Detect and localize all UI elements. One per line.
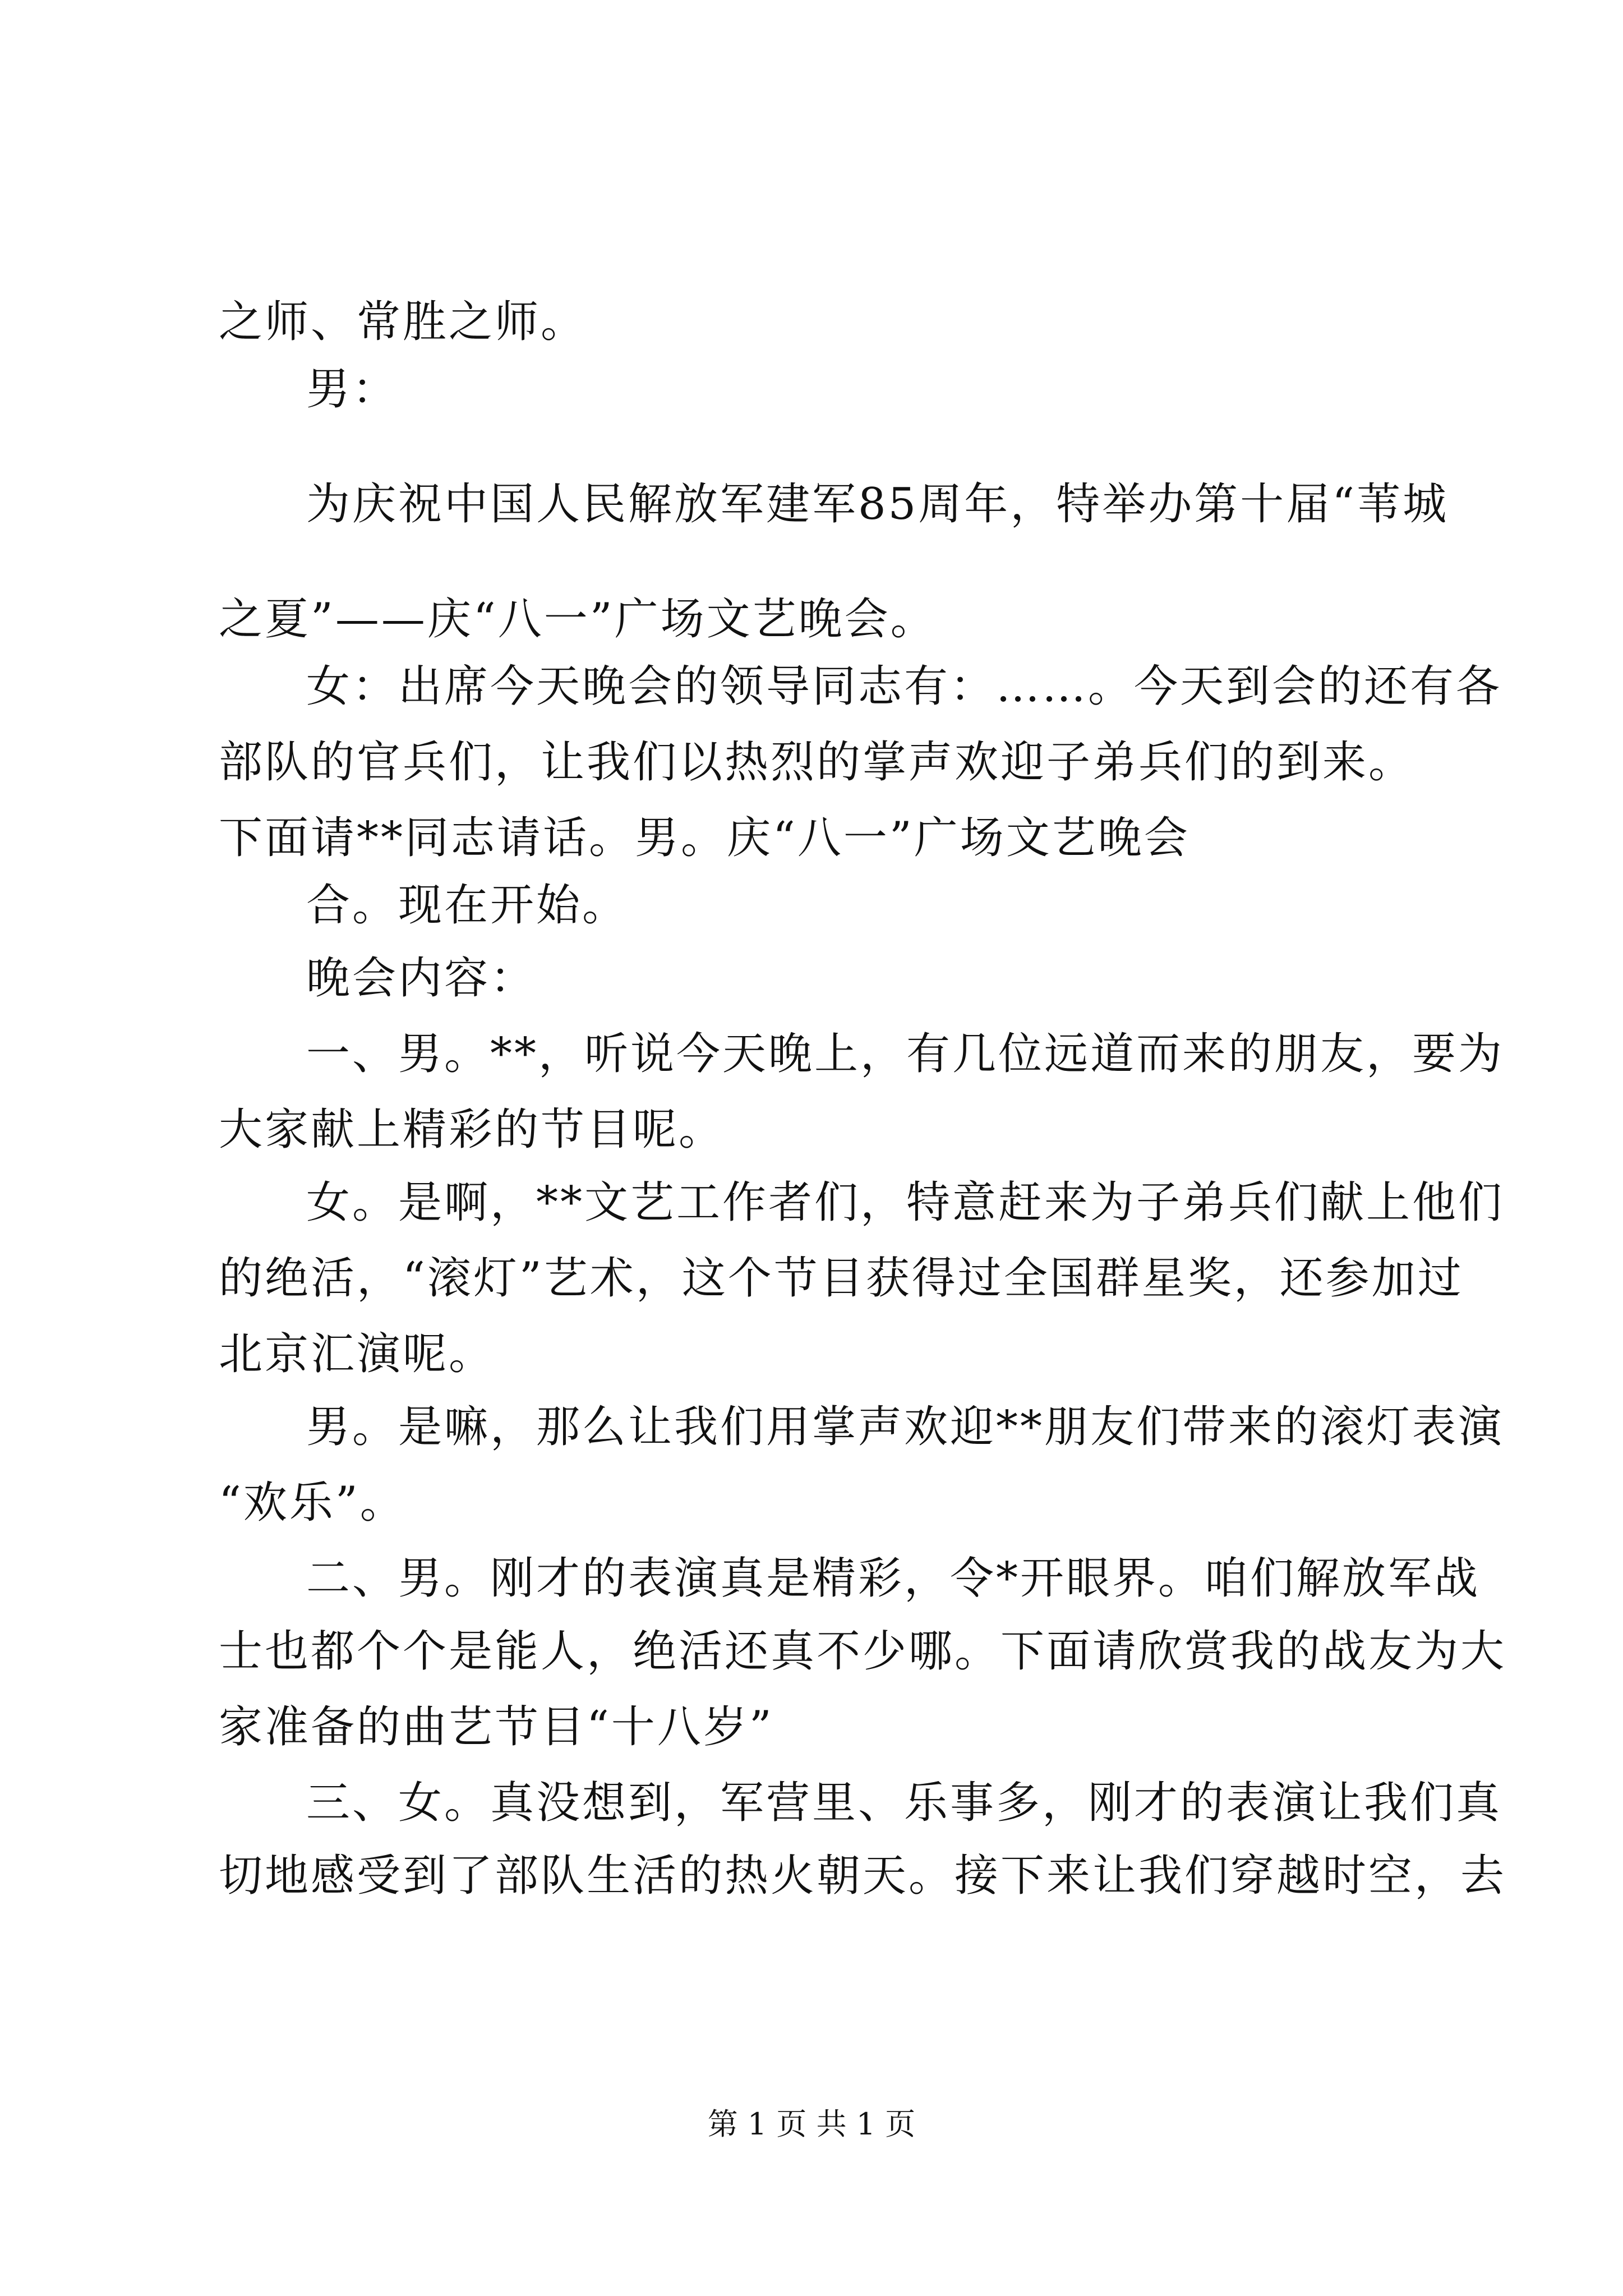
text-line: 二、男。刚才的表演真是精彩，令*开眼界。咱们解放军战 xyxy=(306,1553,1481,1604)
text-line: 切地感受到了部队生活的热火朝天。接下来让我们穿越时空，去 xyxy=(219,1851,1507,1901)
text-line: 一、男。**，听说今天晚上，有几位远道而来的朋友，要为 xyxy=(306,1029,1505,1079)
text-line: 之师、常胜之师。 xyxy=(219,297,587,347)
text-line: 北京汇演呢。 xyxy=(219,1329,495,1379)
text-line: 合。现在开始。 xyxy=(306,880,629,931)
text-line: 的绝活，“滚灯”艺术，这个节目获得过全国群星奖，还参加过 xyxy=(219,1253,1464,1304)
text-line: 三、女。真没想到，军营里、乐事多，刚才的表演让我们真 xyxy=(306,1778,1502,1828)
text-line: 女：出席今天晚会的领导同志有：……。今天到会的还有各 xyxy=(306,661,1502,712)
page-footer: 第 1 页 共 1 页 xyxy=(707,2106,916,2142)
text-line: 男： xyxy=(306,364,399,415)
text-line: 士也都个个是能人，绝活还真不少哪。下面请欣赏我的战友为大 xyxy=(219,1626,1507,1677)
text-line: 女。是啊，**文艺工作者们，特意赶来为子弟兵们献上他们 xyxy=(306,1177,1505,1228)
text-line: 大家献上精彩的节目呢。 xyxy=(219,1105,725,1155)
text-line: 部队的官兵们，让我们以热烈的掌声欢迎子弟兵们的到来。 xyxy=(219,737,1415,788)
text-line: 下面请**同志请话。男。庆“八一”广场文艺晚会 xyxy=(219,813,1190,863)
text-line: 之夏”——庆“八一”广场文艺晚会。 xyxy=(219,594,937,645)
text-line: “欢乐”。 xyxy=(219,1478,406,1528)
text-line: 男。是嘛，那么让我们用掌声欢迎**朋友们带来的滚灯表演 xyxy=(306,1402,1505,1452)
text-line: 家准备的曲艺节目“十八岁” xyxy=(219,1702,774,1752)
text-line: 为庆祝中国人民解放军建军85周年，特举办第十届“苇城 xyxy=(306,479,1449,530)
text-line: 晚会内容： xyxy=(306,953,537,1004)
